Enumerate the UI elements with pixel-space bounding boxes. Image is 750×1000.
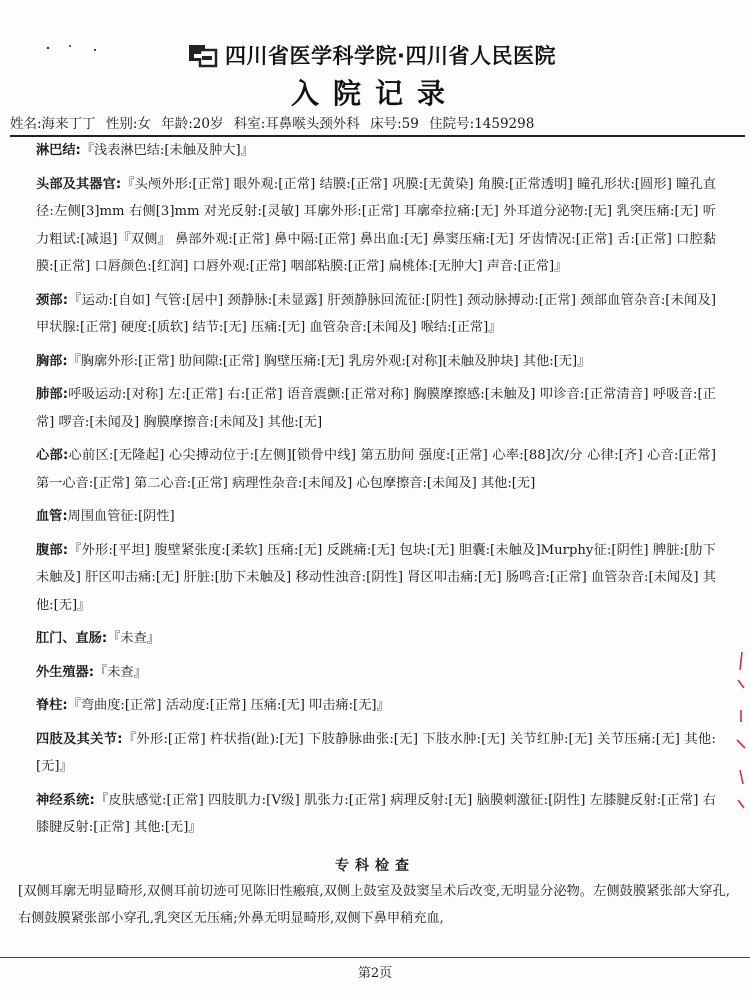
section-chest bbox=[36, 348, 716, 376]
patient-admission-no: 住院号:1459298 bbox=[429, 116, 535, 132]
section-label: 脊柱: bbox=[36, 698, 68, 713]
section-head bbox=[36, 171, 716, 281]
section-label: 肺部: bbox=[36, 387, 69, 402]
section-text: 『浅表淋巴结:[未触及肿大]』 bbox=[80, 143, 254, 158]
section-label: 淋巴结: bbox=[36, 143, 81, 158]
section-text: 『胸廓外形:[正常] 肋间隙:[正常] 胸壁压痛:[无] 乳房外观:[对称][未触及肿块] 其他:[无]』 bbox=[67, 353, 591, 369]
hospital-name: 四川省医学科学院·四川省人民医院 bbox=[225, 44, 556, 68]
section-label: 血管: bbox=[36, 509, 68, 524]
section-text: 『外形:[正常] 杵状指(趾):[无] 下肢静脉曲张:[无] 下肢水肿:[无] 关节红肿:[无] 关节压痛:[无] 其他:[无]』 bbox=[36, 731, 717, 774]
section-lymph bbox=[36, 137, 716, 165]
section-label: 心部: bbox=[36, 448, 69, 463]
section-text: 『未查』 bbox=[94, 664, 147, 680]
section-label: 外生殖器: bbox=[36, 664, 95, 680]
section-text: 心前区:[无隆起] 心尖搏动位于:[左侧][锁骨中线] 第五肋间 强度:[正常] 心率:[88]次/分 心律:[齐] 心音:[正常] 第一心音:[正常] 第二心音:[正常] 病理性杂音:[未闻及] 心包摩擦音:[未闻及] 其他:[无] bbox=[36, 448, 716, 491]
specialist-exam-text: [双侧耳廓无明显畸形,双侧耳前切迹可见陈旧性瘢痕,双侧上鼓室及鼓窦呈术后改变,无明显分泌物。左侧鼓膜紧张部大穿孔,右侧鼓膜紧张部小穿孔,乳突区无压痛;外鼻无明显畸形,双侧下鼻甲稍充血, bbox=[18, 884, 730, 926]
section-text: 『未查』 bbox=[107, 631, 160, 646]
section-text: 『弯曲度:[正常] 活动度:[正常] 压痛:[无] 叩击痛:[无]』 bbox=[67, 698, 390, 713]
section-label: 颈部: bbox=[36, 292, 69, 308]
section-genitals bbox=[36, 659, 716, 687]
section-label: 腹部: bbox=[36, 542, 69, 558]
page-title: 入院记录 bbox=[290, 77, 459, 110]
section-vessels bbox=[36, 503, 716, 531]
section-nervous bbox=[36, 787, 716, 842]
patient-age: 年龄:20岁 bbox=[161, 116, 224, 132]
section-spine bbox=[36, 692, 716, 720]
section-text: 『运动:[自如] 气管:[居中] 颈静脉:[未显露] 肝颈静脉回流征:[阴性] 颈动脉搏动:[正常] 颈部血管杂音:[未闻及] 甲状腺:[正常] 硬度:[质软] 结节:[无] 压痛:[无] 血管杂音:[未闻及] 喉结:[正常]』 bbox=[36, 292, 716, 335]
section-text: 呼吸运动:[对称] 左:[正常] 右:[正常] 语音震颤:[正常对称] 胸膜摩擦感:[未触及] 叩诊音:[正常清音] 呼吸音:[正常] 啰音:[未闻及] 胸膜摩擦音:[未闻及] 其他:[无] bbox=[36, 387, 716, 430]
specialist-exam-title: 专科检查 bbox=[335, 858, 415, 874]
section-heart bbox=[36, 442, 716, 497]
section-label: 胸部: bbox=[36, 353, 68, 369]
section-text: 周围血管征:[阴性] bbox=[67, 509, 175, 524]
section-lungs bbox=[36, 381, 716, 436]
patient-dept: 科室:耳鼻喉头颈外科 bbox=[233, 116, 360, 132]
section-text: 『皮肤感觉:[正常] 四肢肌力:[Ⅴ级] 肌张力:[正常] 病理反射:[无] 脑膜刺激征:[阴性] 左膝腱反射:[正常] 右膝腱反射:[正常] 其他:[无]』 bbox=[36, 792, 716, 835]
section-text: 『外形:[平坦] 腹壁紧张度:[柔软] 压痛:[无] 反跳痛:[无] 包块:[无] 胆囊:[未触及]Murphy征:[阴性] 脾脏:[肋下未触及] 肝区叩击痛:[无] 肝脏:[肋下未触及] 移动性浊音:[阴性] 肾区叩击痛:[无] 肠鸣音:[正常] 血管杂音:[未闻及] 其他:[无]』 bbox=[36, 542, 716, 613]
patient-name: 姓名:海来丁丁 bbox=[10, 116, 96, 132]
exam-content bbox=[36, 137, 716, 848]
patient-bed: 床号:59 bbox=[370, 116, 419, 132]
red-stamp-mark-icon bbox=[734, 650, 748, 820]
section-label: 四肢及其关节: bbox=[36, 731, 123, 747]
footer-rule bbox=[0, 957, 750, 958]
section-limbs bbox=[36, 726, 716, 781]
document-header bbox=[0, 38, 750, 74]
section-text: 『头颅外形:[正常] 眼外观:[正常] 结膜:[正常] 巩膜:[无黄染] 角膜:[正常透明] 瞳孔形状:[圆形] 瞳孔直径:左侧[3]mm 右侧[3]mm 对光反射:[灵敏] 耳廓外形:[正常] 耳廓牵拉痛:[无] 外耳道分泌物:[无] 乳突压痛:[无] 听力粗试:[减退]『双侧』 鼻部外观:[正常] 鼻中隔:[正常] 鼻出血:[无] 鼻窦压痛:[无] 牙齿情况:[正常] 舌:[正常] 口腔黏膜:[正常] 口唇颜色:[红润] 口唇外观:[正常] 咽部粘膜:[正常] 扁桃体:[无肿大] 声音:[正常]』 bbox=[36, 176, 717, 274]
section-label: 肛门、直肠: bbox=[36, 631, 108, 646]
hospital-logo-icon bbox=[188, 42, 218, 68]
page-number: 第2页 bbox=[357, 966, 393, 981]
section-neck bbox=[36, 287, 716, 342]
section-label: 神经系统: bbox=[36, 792, 95, 808]
section-label: 头部及其器官: bbox=[36, 176, 122, 192]
patient-info-line bbox=[10, 112, 745, 137]
patient-sex: 性别:女 bbox=[105, 116, 151, 132]
section-abdomen bbox=[36, 537, 716, 620]
section-anus bbox=[36, 625, 716, 653]
